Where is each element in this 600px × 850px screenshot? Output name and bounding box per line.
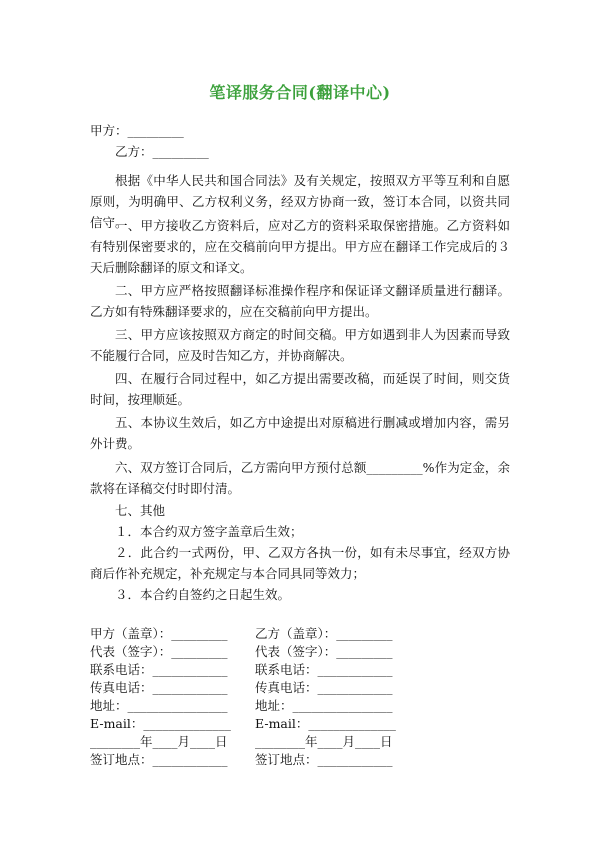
intro-paragraph: 根据《中华人民共和国合同法》及有关规定，按照双方平等互利和自愿原则，为明确甲、乙方权利义务，经双方协商一致，签订本合同，以资共同信守。 [90, 173, 510, 230]
party-b-line: 乙方：_________ [115, 144, 209, 159]
party-b-address: 地址：________________ [255, 698, 393, 713]
clause-2: 二、甲方应严格按照翻译标准操作程序和保证译文翻译质量进行翻译。乙方如有特殊翻译要求的，应在交稿前向甲方提出。 [90, 283, 510, 319]
party-b-email: E-mail：______________ [255, 716, 396, 731]
other-item-1: １．本合约双方签字盖章后生效； [115, 524, 303, 539]
party-b-seal: 乙方（盖章）：_________ [255, 626, 393, 641]
party-a-representative: 代表（签字）：_________ [90, 644, 228, 659]
party-a-address: 地址：________________ [90, 698, 228, 713]
document-title: 笔译服务合同(翻译中心) [209, 83, 391, 102]
party-a-seal: 甲方（盖章）：_________ [90, 626, 228, 641]
clause-3: 三、甲方应该按照双方商定的时间交稿。甲方如遇到非人为因素而导致不能履行合同，应及时告知乙方，并协商解决。 [90, 327, 510, 363]
party-b-fax: 传真电话：____________ [255, 680, 393, 695]
party-b-phone: 联系电话：____________ [255, 662, 393, 677]
clause-5: 五、本协议生效后，如乙方中途提出对原稿进行删减或增加内容，需另外计费。 [90, 415, 510, 451]
party-a-phone: 联系电话：____________ [90, 662, 228, 677]
other-item-3: ３．本合约自签约之日起生效。 [115, 587, 291, 602]
party-b-place: 签订地点：____________ [255, 752, 393, 767]
party-b-representative: 代表（签字）：_________ [255, 644, 393, 659]
clause-4: 四、在履行合同过程中，如乙方提出需要改稿，而延误了时间，则交货时间，按理顺延。 [90, 371, 510, 407]
party-b-date: ________年____月____日 [255, 734, 393, 749]
clause-6: 六、双方签订合同后，乙方需向甲方预付总额_________%作为定金，余款将在译稿交付时即付清。 [90, 460, 510, 496]
clause-1: 一、甲方接收乙方资料后，应对乙方的资料采取保密措施。乙方资料如有特别保密要求的，应在交稿前向甲方提出。甲方应在翻译工作完成后的３天后删除翻译的原文和译文。 [90, 218, 510, 275]
party-a-line: 甲方：_________ [90, 123, 184, 138]
party-a-fax: 传真电话：____________ [90, 680, 228, 695]
other-heading: 七、其他 [115, 503, 166, 518]
party-a-email: E-mail：______________ [90, 716, 231, 731]
other-item-2: ２．此合约一式两份，甲、乙双方各执一份，如有未尽事宜，经双方协商后作补充规定，补充规定与本合同具同等效力； [90, 545, 510, 581]
party-a-place: 签订地点：____________ [90, 752, 228, 767]
party-a-date: ________年____月____日 [90, 734, 228, 749]
